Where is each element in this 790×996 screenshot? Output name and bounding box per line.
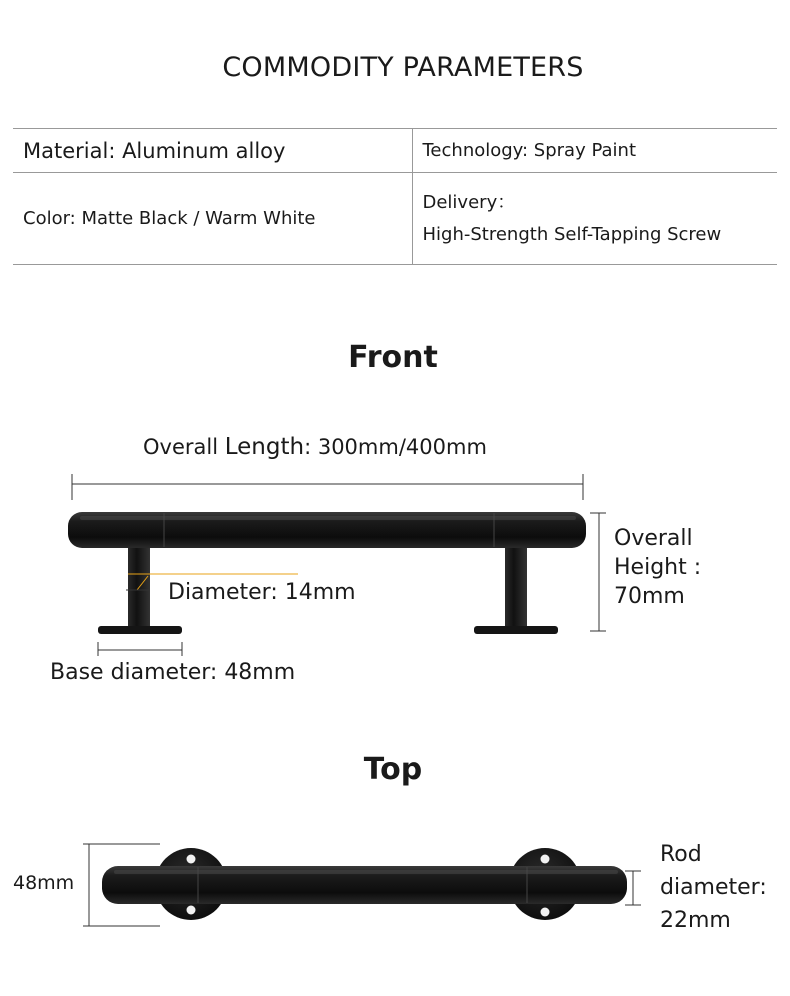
param-technology-text: Technology: Spray Paint — [422, 140, 637, 161]
height-line-3: 70mm — [614, 584, 685, 609]
front-section-title: Front — [348, 340, 438, 375]
front-left-base — [98, 626, 182, 634]
height-line-2: Height : — [614, 555, 702, 580]
param-delivery-value: High-Strength Self-Tapping Screw — [422, 223, 722, 245]
front-base-dimension — [98, 642, 182, 656]
diameter-label: Diameter: 14mm — [168, 580, 356, 605]
param-delivery-label: Delivery： — [422, 191, 516, 213]
param-material-text: Material: Aluminum alloy — [23, 138, 286, 163]
param-color-text: Color: Matte Black / Warm White — [23, 208, 316, 229]
screw-hole-icon — [541, 908, 550, 917]
length-word: Length — [224, 434, 305, 460]
front-right-base — [474, 626, 558, 634]
front-length-dimension — [72, 474, 583, 500]
height-line-1: Overall — [614, 526, 693, 551]
front-grab-bar — [68, 512, 586, 634]
page-title: COMMODITY PARAMETERS — [222, 52, 584, 83]
screw-hole-icon — [187, 906, 196, 915]
rod-line-1: Rod — [660, 842, 702, 867]
rod-line-3: 22mm — [660, 908, 731, 933]
top-base-width-label: 48mm — [13, 872, 75, 894]
length-value: : 300mm/400mm — [304, 435, 487, 459]
front-height-dimension — [590, 513, 606, 631]
overall-height-label — [614, 524, 734, 611]
screw-hole-icon — [187, 855, 196, 864]
top-rod-dimension — [625, 871, 641, 905]
rod-diameter-label — [660, 838, 785, 937]
top-grab-bar — [102, 848, 627, 920]
front-left-post — [128, 546, 150, 632]
screw-hole-icon — [541, 855, 550, 864]
overall-length-label — [143, 434, 487, 460]
length-prefix: Overall — [143, 435, 225, 459]
top-section-title: Top — [363, 752, 423, 787]
base-diameter-label: Base diameter: 48mm — [50, 660, 296, 685]
front-right-post — [505, 546, 527, 632]
rod-line-2: diameter: — [660, 875, 767, 900]
